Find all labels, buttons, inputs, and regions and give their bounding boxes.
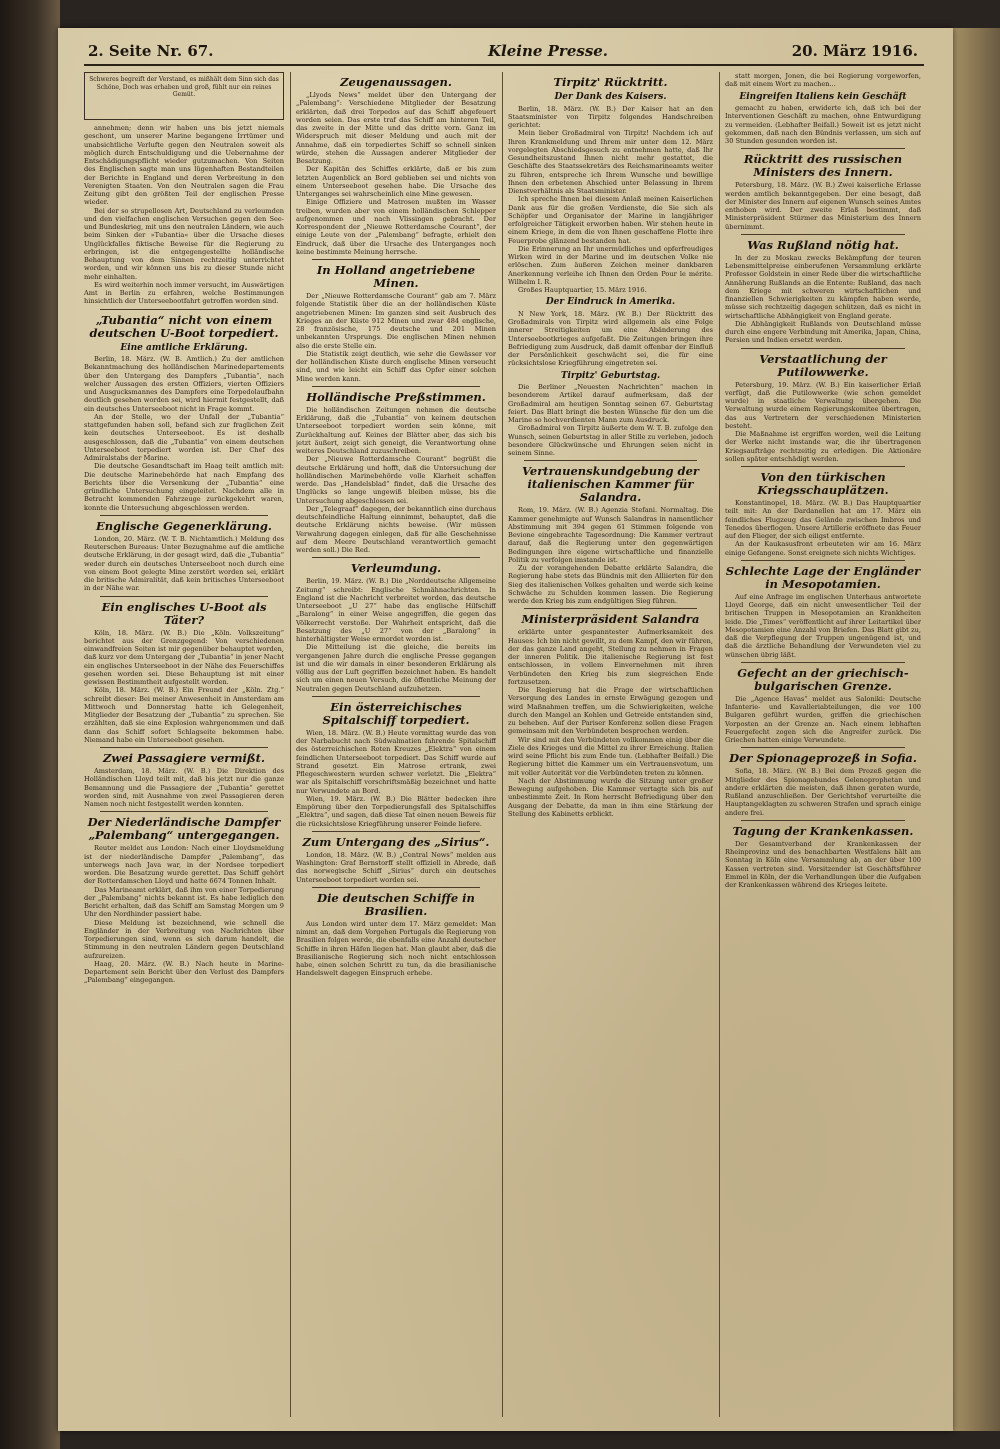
article-separator (741, 148, 905, 149)
column-divider (719, 72, 720, 1417)
article-separator (100, 811, 268, 812)
article-paragraph: Es wird weiterhin noch immer versucht, im Auswärtigen Amt in Berlin zu erfahren, welche Bestimmungen hinsichtlich der Unterseebootfahrt getroffen worden sind. (84, 280, 284, 306)
article-paragraph: Großadmiral von Tirpitz äußerte dem W. T. B. zufolge den Wunsch, seinen Geburtstag in aller Stille zu verleben, jedoch besondere Glückwünsche und Ehrungen seien nicht in seinem Sinne. (508, 424, 713, 457)
book-binding (0, 0, 60, 1449)
article-paragraph: gemacht zu haben, erwiderte ich, daß ich bei der Interventionen Geschäft zu machen, ohne Entwurdigung zu vermeiden. (Lebhafter Beifall.) Soweit ist es jetzt nicht gekommen, daß nach den Bündnis verlassen, um sich auf 30 Stunden gesunden worden ist. (725, 104, 921, 145)
header-rule (84, 64, 924, 66)
article-separator (312, 557, 480, 558)
article-separator (741, 820, 905, 821)
article-headline: Der Spionageprozeß in Sofia. (729, 751, 917, 766)
article-headline: Ministerpräsident Salandra (521, 612, 700, 627)
article-paragraph: Sofia, 18. März. (W. B.) Bei dem Prozeß gegen die Mitglieder des Spionagebundes Gelenoprophetan und andere erklärten die meisten, daß ihnen geraten wurde, Rußland anzuschließen. Der Gerichtshof verurteilte die Hauptangeklagten zu schweren Strafen und sprach einige andere frei. (725, 767, 921, 817)
article-subheadline: Eine amtliche Erklärung. (120, 342, 248, 353)
article-separator (741, 747, 905, 748)
article-paragraph: Die „Agence Havas“ meldet aus Saloniki: Deutsche Infanterie- und Kavalleriabteilungen, die vor 100 Bulgaren geführt wurden, griffen die griechischen Vorposten an der Grenze an. Nach einem lebhaften Feuergefecht zogen sich die Angreifer zurück. Die Griechen hatten einige Verwundete. (725, 694, 921, 744)
column-divider (290, 72, 291, 1417)
article-paragraph: Die Statistik zeigt deutlich, wie sehr die Gewässer vor der holländischen Küste durch englische Minen verseucht sind, und wie leicht ein Schiff das Opfer einer solchen Mine werden kann. (296, 349, 496, 383)
article-paragraph: Der „Nieuwe Rotterdamsche Courant“ begrüßt die deutsche Erklärung und hofft, daß die Untersuchung der holländischen Marinebehörde volle Klarheit schaffen werde. Das „Handelsblad“ findet, daß die Ursache des Unglücks so lange ungewiß bleiben müsse, bis die Untersuchung abgeschlossen sei. (296, 455, 496, 505)
page-header (88, 42, 918, 64)
article-subheadline: Der Eindruck in Amerika. (545, 297, 676, 308)
article-paragraph: Rom, 19. März. (W. B.) Agenzia Stefani. Normaltag. Die Kammer genehmigte auf Wunsch Salandras in namentlicher Abstimmung mit 394 gegen 61 Stimmen folgende von Bevione eingebrachte Tagesordnung: Die Kammer vertraut darauf, daß die Regierung unter den gegenwärtigen Bedingungen ihre eigene wirtschaftliche und finanzielle Politik zu verfolgen imstande ist. (508, 506, 713, 564)
article-paragraph: An der Kaukasusfront erbeuteten wir am 16. März einige Gefangene. Sonst ereignete sich nichts Wichtiges. (725, 540, 921, 557)
article-paragraph: Berlin, 19. März. (W. B.) Die „Norddeutsche Allgemeine Zeitung“ schreibt: Englische Schmähnachrichten. In England ist die Nachricht verbreitet worden, das deutsche Unterseeboot „U 27“ habe das englische Hilfschiff „Baralong“ in einer Weise angegriffen, die gegen das Völkerrecht verstoße. Der Wahrheit entspricht, daß die Besatzung des „U 27“ von der „Baralong“ in hinterhältigster Weise ermordet worden ist. (296, 577, 496, 643)
article-paragraph: Der „Nieuwe Rotterdamsche Courant“ gab am 7. März folgende Statistik über die an der holländischen Küste angetriebenen Minen: Im ganzen sind seit Ausbruch des Krieges an der Küste 912 Minen und zwar 484 englische, 28 französische, 175 deutsche und 201 Minen unbekannten Ursprungs. Die englischen Minen nehmen also die erste Stelle ein. (296, 292, 496, 350)
article-paragraph: Auf eine Anfrage im englischen Unterhaus antwortete Lloyd George, daß ein nicht unwesentlicher Teil der britischen Truppen in Mesopotamien an Krankheiten leide. Die „Times“ veröffentlicht auf ihrer Leitartikel über Mesopotamien eine Anzahl von Briefen. Das Blatt gibt zu, daß die Verpflegung der Truppen ungenügend ist, und daß die ärztliche Behandlung der Verwundeten viel zu wünschen übrig läßt. (725, 592, 921, 659)
article-paragraph: An der Stelle, wo der Unfall der „Tubantia“ stattgefunden haben soll, befand sich zur fraglichen Zeit kein deutsches Unterseeboot. Es ist deshalb ausgeschlossen, daß die „Tubantia“ von einem deutschen Unterseeboot torpediert worden ist. Der Chef des Admiralstabs der Marine. (84, 412, 284, 462)
article-paragraph: Petersburg, 19. März. (W. B.) Ein kaiserlicher Erlaß verfügt, daß die Putilowwerke (wie schon gemeldet wurde) in staatliche Verwaltung übergehen. Die Verwaltung wurde einem Regierungskomitee übertragen, das aus Vertretern der verschiedenen Ministerien besteht. (725, 380, 921, 430)
article-paragraph: annehmen; denn wir haben uns bis jetzt niemals geschont, um unserer Marine begangene Irrtümer und unabsichtliche Verlufte gegen den Neutralen soweit als möglich durch Entschuldigung und die Uebernahme der Entschädigungspflicht wieder gutzumachen. Von Seiten des Englischen sagte man uns lügenhaften Bestandteilen der Berichte in England und deren Verbreitung in den Verenigten Staaten. Von den Neutralen sagen die Frau Zeitung gibt den größten Teil der englischen Presse wieder. (84, 124, 284, 207)
article-paragraph: Nach der Abstimmung wurde die Sitzung unter großer Bewegung aufgehoben. Die Kammer vertagte sich bis auf unbestimmte Zeit. In Rom herrscht Befriedigung über den Ausgang der Debatte, da man in ihm eine Stärkung der Stellung des Kabinetts erblickt. (508, 776, 713, 818)
article-headline: „Tubantia“ nicht von einem deutschen U-Boot torpediert. (89, 312, 279, 340)
article-paragraph: Ich spreche Ihnen bei diesem Anlaß meinen Kaiserlichen Dank aus für die großen Verdienste, die Sie sich als Schöpfer und Organisator der Marine in langjähriger erfolgreicher Tätigkeit erworben haben. Wir stehen heute in einem Kriege, in dem die von Ihnen geschaffene Flotte ihre Feuerprobe glänzend bestanden hat. (508, 195, 713, 245)
article-separator (741, 662, 905, 663)
article-paragraph: Wien, 18. März. (W. B.) Heute vormittag wurde das von der Narbabucht nach Südwalmatien fahrende Spitalschiff des österreichischen Roten Kreuzes „Elektra“ von einem feindlichen Unterseeboot torpediert. Das Schiff wurde auf Strand gesetzt. Ein Matrose ertrank, zwei Pflegeschwestern wurden schwer verletzt. Die „Elektra“ war als Spitalschiff vorschriftsmäßig bezeichnet und hatte nur Verwundete an Bord. (296, 728, 496, 795)
column-3 (508, 72, 713, 1421)
article-separator (741, 234, 905, 235)
article-paragraph: Amsterdam, 18. März. (W. B.) Die Direktion des Holländischen Lloyd teilt mit, daß bis jetzt nur die ganze Bemannung und die Passagiere der „Tubantia“ gerettet worden sind, mit Ausnahme von zwei Passagieren deren Namen noch nicht festgestellt werden konnten. (84, 767, 284, 808)
article-paragraph: Haag, 20. März. (W. B.) Nach heute in Marine-Departement sein Bericht über den Verlust des Dampfers „Palembang“ eingegangen. (84, 959, 284, 985)
article-paragraph: Reuter meldet aus London: Nach einer Lloydsmeldung ist der niederländische Dampfer „Palembang“, das unterwegs nach Java war, in der Nordsee torpediert worden. Die Besatzung wurde gerettet. Das Schiff gehört der Rotterdamschen Lloyd und hatte 6674 Tonnen Inhalt. (84, 844, 284, 886)
article-headline: Schlechte Lage der Engländer in Mesopotamien. (725, 563, 921, 591)
article-separator (741, 466, 905, 467)
article-separator (312, 887, 480, 888)
article-separator (312, 696, 480, 697)
article-separator (312, 831, 480, 832)
article-paragraph: Köln, 18. März. (W. B.) Die „Köln. Volkszeitung“ berichtet aus der Grenzgegend: Von verschiedenen einwandfreien Seiten ist mir gegenüber behauptet worden, daß kurz vor dem Untergang der „Tubantia“ in jener Nacht ein englisches Unterseeboot in der Nähe des Feuerschiffes gesehen worden sei. Diese Behauptung ist mit einer gewissen Bestimmtheit aufgestellt worden. (84, 628, 284, 686)
article-separator (312, 259, 480, 260)
article-headline: Zwei Passagiere vermißt. (103, 751, 265, 765)
article-headline: Verleumdung. (350, 561, 442, 576)
article-paragraph: Diese Meldung ist bezeichnend, wie schnell die Engländer in der Verbreitung von Nachrichten über Torpedierungen sind, wenn es sich darum handelt, die Stimmung in den neutralen Ländern gegen Deutschland aufzureizen. (84, 918, 284, 960)
page-number: 2. Seite Nr. 67. (88, 42, 214, 60)
article-paragraph: Zu der vorangehenden Debatte erklärte Salandra, die Regierung habe stets das Bündnis mit den Alliierten für den Sieg des italienischen Volkes gehalten und werde sich keine Schwäche zu Schulden kommen lassen. Die Regierung werde den Krieg bis zum endgültigen Sieg führen. (508, 564, 713, 605)
article-headline: Der Niederländische Dampfer „Palembang“ untergegangen. (87, 815, 281, 843)
article-paragraph: Die Abhängigkeit Rußlands von Deutschland müsse durch eine engere Verbindung mit Amerika, Japan, China, Persien und Indien ersetzt werden. (725, 319, 921, 345)
article-paragraph: Die Berliner „Neuesten Nachrichten“ machen in besonderem Artikel darauf aufmerksam, daß der Großadmiral am heutigen Sonntag seinen 67. Geburtstag feiert. Das Blatt bringt die besten Wünsche für den um die Marine so hochverdienten Mann zum Ausdruck. (508, 383, 713, 424)
article-paragraph: Großes Hauptquartier, 15. März 1916. (518, 286, 647, 294)
article-paragraph: Berlin, 18. März. (W. B. Amtlich.) Zu der amtlichen Bekanntmachung des holländischen Marinedepartements über den Untergang des Dampfers „Tubantia“, nach welcher Aussagen des ersten Offiziers, vierten Offiziers und Ausgucksmannes des Dampfers eine Torpedolaufbahn deutlich gesehen worden sei, wird hiermit festgestellt, daß ein deutsches Unterseeboot nicht in Frage kommt. (84, 355, 284, 413)
article-paragraph: N New York, 18. März. (W. B.) Der Rücktritt des Großadmirals von Tirpitz wird allgemein als eine Folge innerer Streitigkeiten um eine Abänderung des Unterseebootkrieges aufgefaßt. Die Zeitungen bringen ihre Befriedigung zum Ausdruck, daß damit offenbar der Einfluß der Persönlichkeit geschwächt sei, die für eine rücksichtslose Kriegführung eingetreten sei. (508, 309, 713, 368)
article-headline: Gefecht an der griechisch-bulgarischen Grenze. (737, 665, 909, 693)
article-headline: Von den türkischen Kriegsschauplätzen. (757, 470, 889, 497)
article-paragraph: Wir sind mit den Verbündeten vollkommen einig über die Ziele des Krieges und die Mittel zu ihrer Erreichung. Italien wird seine Pflicht bis zum Ende tun. (Lebhafter Beifall.) Die Regierung bittet die Kammer um ein Vertrauensvotum, um mit voller Autorität vor die Verbündeten treten zu können. (508, 735, 713, 777)
article-paragraph: statt morgen, Jonen, die bei Regierung vorgeworfen, daß mit einem Wort zu machen... (725, 72, 921, 89)
article-paragraph: Mein lieber Großadmiral von Tirpitz! Nachdem ich auf Ihren Krankmeldung und Ihrem mir unter dem 12. März vorgelegten Abschiedsgesuch zu entnehmen hatte, daß Ihr Gesundheitszustand Ihnen nicht mehr gestattet, die Geschäfte des Staatssekretärs des Reichsmarineamts weiter zu führen, entspreche ich Ihrem Wunsche und bewillige Ihnen den erbetenen Abschied unter Belassung in Ihrem Dienstverhältnis als Staatsminister. (508, 129, 713, 195)
article-separator (100, 747, 268, 748)
article-separator (524, 608, 697, 609)
article-separator (741, 348, 905, 349)
article-headline: Holländische Preßstimmen. (306, 389, 486, 404)
article-paragraph: Die Erinnerung an Ihr unermüdliches und opferfreudiges Wirken wird in der Marine und im deutschen Volke nie erlöschen. Zum äußeren Zeichen meiner dankbaren Anerkennung verleihe ich Ihnen den Orden Pour le mérite. Wilhelm I. R. (508, 244, 713, 286)
article-separator (741, 560, 905, 561)
article-headline: Verstaatlichung der Putilowwerke. (759, 351, 887, 379)
article-headline: Englische Gegenerklärung. (96, 518, 272, 533)
article-headline: Die deutschen Schiffe in Brasilien. (317, 890, 475, 918)
article-separator (312, 386, 480, 387)
article-paragraph: Bei der so strupellosen Art, Deutschland zu verleumden und den vielfachen englischen Versuchen gegen den See- und Bundeskrieg, mit uns den neutralen Ländern, wie auch beim Sinken der »Tubantia« über die Ursache dieses Unglückfalles fiktische Beweise für die Regierung zu erbringen, ist die entgegengestellte holländische Behauptung von dem Sinnen rechtzeitig unterrichtet worden, und wir können uns bis zu dieser Stunde nicht mehr einhalten. (84, 206, 284, 281)
article-paragraph: Köln, 18. März. (W. B.) Ein Freund der „Köln. Ztg.“ schreibt dieser: Bei meiner Anwesenheit in Amsterdam am Mittwoch und Donnerstag hatte ich Gelegenheit, Mitglieder der Besatzung der „Tubantia“ zu sprechen. Sie erzählten, daß sie eine Explosion wahrgenommen und daß dann das Schiff sofort Schlagseite bekommen habe. Niemand habe ein Unterseeboot gesehen. (84, 686, 284, 744)
article-paragraph: Der Gesamtverband der Krankenkassen der Rheinprovinz und des benachbarten Westfalens hält am Sonntag in Köln eine Versammlung ab, an der über 100 Kassen vertreten sind. Vorsitzender ist Geschäftsführer Emmel in Köln, der die Verhandlungen über die Aufgaben der Krankenkassen während des Krieges leitete. (725, 839, 921, 889)
article-headline: Tagung der Krankenkassen. (732, 823, 914, 838)
article-headline: Vertrauenskundgebung der italienischen Kammer für Salandra. (522, 464, 699, 505)
article-headline: In Holland angetriebene Minen. (316, 263, 476, 290)
article-paragraph: Berlin, 18. März. (W. B.) Der Kaiser hat an den Staatsminister von Tirpitz folgendes Handschreiben gerichtet: (508, 104, 713, 129)
article-paragraph: Die deutsche Gesandtschaft im Haag teilt amtlich mit: Die deutsche Marinebehörde hat nach Empfang des Berichts über die Versenkung der „Tubantia“ eine gründliche Untersuchung eingeleitet. Nachdem alle in Betracht kommenden Fahrzeuge zurückgekehrt waren, konnte die Untersuchung abgeschlossen werden. (84, 462, 284, 512)
article-paragraph: erklärte unter gespanntester Aufmerksamkeit des Hauses: Ich bin nicht gewillt, zu dem Kampf, den wir führen, der das ganze Land angeht, Stellung zu nehmen in Fragen der inneren Politik. Die italienische Regierung ist fest entschlossen, in vollem Einvernehmen mit ihren Verbündeten den Krieg bis zum siegreichen Ende fortzusetzen. (508, 628, 713, 686)
article-paragraph: Aus London wird unter dem 17. März gemeldet: Man nimmt an, daß dem Vorgehen Portugals die Regierung von Brasilien folgen werde, die ebenfalls eine Anzahl deutscher Schiffe in ihren Häfen liegen hat. Man glaubt aber, daß die Brasilianische Regierung sich noch nicht entschlossen habe, einen solchen Schritt zu tun, da die brasilianische Handelswelt dagegen Einspruch erhebe. (296, 919, 496, 978)
article-paragraph: London, 18. März. (W. B.) „Central News“ melden aus Washington: Graf Bernstorff stellt offiziell in Abrede, daß das norwegische Schiff „Sirius“ durch ein deutsches Unterseeboot torpediert worden sei. (296, 850, 496, 884)
column-2 (296, 72, 496, 1421)
newspaper-title: Kleine Presse. (488, 42, 609, 60)
article-headline: Was Rußland nötig hat. (747, 237, 899, 252)
column-divider (502, 72, 503, 1417)
article-paragraph: Petersburg, 18. März. (W. B.) Zwei kaiserliche Erlasse werden amtlich bekanntgegeben. Der eine besagt, daß der Minister des Innern auf eigenen Wunsch seines Amtes enthoben wird. Der zweite Erlaß bestimmt, daß Ministerpräsident Stürmer das Ministerium des Innern übernimmt. (725, 181, 921, 231)
newspaper-page (58, 28, 953, 1431)
issue-date: 20. März 1916. (791, 42, 918, 60)
article-paragraph: Der „Telegraaf“ dagegen, der bekanntlich eine durchaus deutschfeindliche Haltung einnimmt, behauptet, daß die deutsche Erklärung nichts beweise. (Wir müssen Verwahrung dagegen einlegen, daß für alle Geschehnisse auf dem Meere Deutschland verantwortlich gemacht werden soll.) Die Red. (296, 504, 496, 554)
article-headline: Zum Untergang des „Sirius“. (302, 834, 490, 849)
article-separator (100, 515, 268, 516)
article-paragraph: Die holländischen Zeitungen nehmen die deutsche Erklärung, daß die „Tubantia“ von keinem deutschen Unterseeboot torpediert worden sein könne, mit Zurückhaltung auf. Keines der Blätter aber, das sich bis jetzt äußert, zeigt sich geneigt, die Verantwortung ohne weiteres Deutschland zuzuschreiben. (296, 405, 496, 455)
article-paragraph: Einige Offiziere und Matrosen mußten im Wasser treiben, wurden aber von einem holländischen Schlepper aufgenommen und nach Vlissingen gebracht. Der Korrespondent der „Nieuwe Rotterdamsche Courant“, der einige Leute von der „Palembang“ befragte, erhielt den Eindruck, daß über die Ursache des Unterganges noch keine bestimmte Meinung herrsche. (296, 198, 496, 256)
article-headline: Ein österreichisches Spitalschiff torpediert. (322, 699, 470, 727)
article-paragraph: Konstantinopel, 18. März. (W. B.) Das Hauptquartier teilt mit: An der Dardanellen hat am 17. März ein feindliches Flugzeug das Gelände zwischen Imbros und Tenedos überflogen. Unsere Artillerie eröffnete das Feuer auf den Flieger, der sich eiligst entfernte. (725, 499, 921, 540)
article-subheadline: Eingreifen Italiens kein Geschäft (739, 91, 907, 102)
article-paragraph: In der zu Moskau zwecks Bekämpfung der teuren Lebensmittelpreise einberufenen Versammlung erklärte Professor Goldstein in einer Rede über die wirtschaftliche Annäherung Rußlands an die Entente: Rußland, das nach dem Kriege mit schweren wirtschaftlichen und finanziellen Schwierigkeiten zu kämpfen haben werde, müsse sich rechtzeitig dagegen schützen, daß es nicht in wirtschaftliche Abhängigkeit von England gerate. (725, 253, 921, 320)
article-subheadline: Tirpitz' Geburtstag. (560, 370, 661, 381)
quote-box: Schweres begreift der Verstand, es mißhält dem Sinn sich das Schöne, Doch was erhaben und groß, fühlt nur ein reines Gemüt. (84, 72, 284, 120)
article-headline: Tirpitz' Rücktritt. (553, 75, 668, 89)
article-paragraph: Die Regierung hat die Frage der wirtschaftlichen Versorgung des Landes in ernste Erwägung gezogen und wird Maßnahmen treffen, um die Schwierigkeiten, welche durch den Mangel an Kohlen und Getreide entstanden sind, zu beheben. Auf der Pariser Konferenz sollen diese Fragen gemeinsam mit den Verbündeten besprochen werden. (508, 686, 713, 736)
article-separator (524, 460, 697, 461)
column-4 (725, 72, 921, 1421)
article-paragraph: Der Kapitän des Schiffes erklärte, daß er bis zum letzten Augenblick an Bord geblieben sei und nichts von einem Unterseeboot gesehen habe. Die Ursache des Unterganges sei wahrscheinlich eine Mine gewesen. (296, 165, 496, 198)
article-paragraph: Die Maßnahme ist ergriffen worden, weil die Leitung der Werke nicht imstande war, die ihr übertragenen Kriegsaufträge rechtzeitig zu erledigen. Die Aktionäre sollen später entschädigt werden. (725, 430, 921, 463)
column-1 (84, 72, 284, 1421)
article-separator (100, 309, 268, 310)
article-separator (100, 596, 268, 597)
article-paragraph: Wien, 19. März. (W. B.) Die Blätter bedecken ihre Empörung über den Torpedierungsfall des Spitalschiffes „Elektra“, und sagen, daß diese Tat einen neuen Beweis für die rücksichtslose Kriegführung unserer Feinde liefere. (296, 794, 496, 828)
article-paragraph: Die Mitteilung ist die gleiche, die bereits im vergangenen Jahre durch die englische Presse gegangen ist und die wir damals in einer besonderen Erklärung als völlig aus der Luft gegriffen bezeichnet haben. Es handelt sich um einen neuen Versuch, die öffentliche Meinung der Neutralen gegen Deutschland aufzuhetzen. (296, 643, 496, 693)
article-headline: Zeugenaussagen. (340, 75, 452, 89)
adjacent-page-edge (953, 28, 1000, 1431)
article-headline: Ein englisches U-Boot als Täter? (101, 599, 267, 627)
article-paragraph: „Llyods News“ meldet über den Untergang der „Palembang“: Verschiedene Mitglieder der Besatzung erklärten, daß drei Torpedos auf das Schiff abgefeuert worden seien. Das erste traf das Schiff am hinteren Teil, das zweite in der Mitte und das dritte vorn. Ganz im Widerspruch mit dieser Meldung und auch mit der Annahme, daß ein torpediertes Schiff so schnell sinken würde, stehen die Aussagen anderer Mitglieder der Besatzung. (296, 91, 496, 165)
article-subheadline: Der Dank des Kaisers. (554, 92, 667, 102)
article-paragraph: London, 20. März. (W. T. B. Nichtamtlich.) Meldung des Reuterschen Bureaus: Unter Bezugnahme auf die amtliche deutsche Erklärung, in der gesagt wird, daß die „Tubantia“ weder durch ein deutsches Unterseeboot noch durch eine von einem Boot gelegte Mine zerstört worden sei, erklärt die britische Admiralität, daß kein britisches Unterseeboot in der Nähe war. (84, 534, 284, 593)
article-paragraph: Das Marineamt erklärt, daß ihm von einer Torpedierung der „Palembang“ nichts bekannt ist. Es habe lediglich den Bericht erhalten, daß das Schiff am Samstag Morgen um 9 Uhr den Nordhinder passiert habe. (84, 885, 284, 919)
article-headline: Rücktritt des russischen Ministers des Innern. (743, 152, 903, 180)
